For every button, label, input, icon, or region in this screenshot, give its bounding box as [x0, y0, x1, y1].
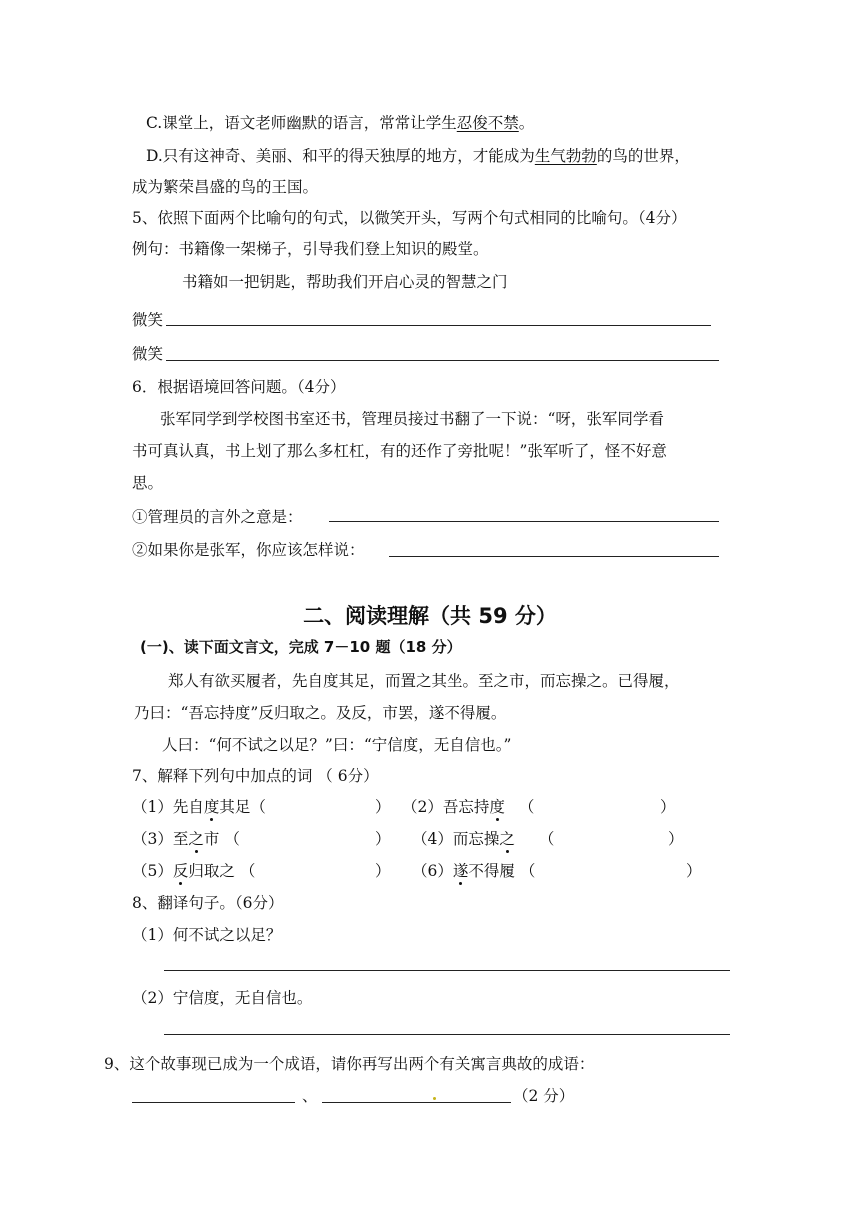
classical-text-line-2: 乃曰：“吾忘持度”反归取之。及反，市罢，遂不得履。	[134, 704, 507, 722]
item-text: 至	[172, 830, 189, 848]
underlined-idiom: 忍俊不禁	[456, 114, 519, 132]
item-text: 归取之 （	[188, 862, 256, 880]
option-c-text: C.课堂上，语文老师幽默的语言，常常让学生	[146, 114, 457, 132]
question-8-title: 8、翻译句子。（6分）	[132, 894, 284, 912]
item-number: （3）	[132, 830, 173, 848]
item-number: （1）	[132, 798, 173, 816]
q6-sub-2: ②如果你是张军，你应该怎样说：	[132, 541, 365, 559]
q7-close-5: ）	[375, 862, 391, 880]
question-6-title: 6．根据语境回答问题。（4分）	[132, 378, 346, 396]
answer-line-2[interactable]	[166, 360, 719, 361]
part-1-title: (一)、读下面文言文，完成 7－10 题（18 分）	[140, 638, 462, 656]
option-d-tail: 的鸟的世界，	[596, 147, 690, 165]
answer-line-q6-2[interactable]	[389, 556, 719, 557]
question-5-title: 5、依照下面两个比喻句的句式，以微笑开头，写两个句式相同的比喻句。（4分）	[132, 209, 687, 227]
item-number: （6）	[412, 862, 453, 880]
dotted-word: 度	[489, 798, 505, 816]
item-text: 先自	[172, 798, 204, 816]
q7-close-3: ）	[375, 830, 391, 848]
q6-para-line-3: 思。	[132, 474, 164, 492]
example-sentence-1: 例句：书籍像一架梯子，引导我们登上知识的殿堂。	[132, 240, 489, 258]
classical-text-line-3: 人曰：“何不试之以足？”曰：“宁信度，无自信也。”	[162, 736, 512, 754]
example-sentence-2: 书籍如一把钥匙，帮助我们开启心灵的智慧之门	[182, 273, 508, 291]
item-text: 而忘操	[452, 830, 500, 848]
dotted-word: 遂	[452, 862, 469, 880]
answer-label-2: 微笑	[132, 345, 164, 363]
item-text: 市 （	[203, 830, 240, 848]
answer-line-q6-1[interactable]	[329, 521, 719, 522]
q7-close-1: ）	[375, 798, 391, 816]
q7-item-2	[402, 797, 534, 817]
item-number: （4）	[412, 830, 453, 848]
q9-score: （2 分）	[513, 1087, 575, 1105]
dotted-word: 度	[203, 798, 220, 816]
q8-sentence-2: （2）宁信度，无自信也。	[132, 989, 313, 1007]
q6-sub-1: ①管理员的言外之意是：	[132, 508, 303, 526]
separator: 、	[302, 1087, 318, 1105]
underlined-idiom: 生气勃勃	[534, 147, 597, 165]
item-text: 不得履 （	[468, 862, 536, 880]
q8-sentence-1: （1）何不试之以足？	[132, 926, 282, 944]
q6-para-line-2: 书可真认真，书上划了那么多杠杠，有的还作了旁批呢！”张军听了，怪不好意	[132, 442, 667, 460]
classical-text-line-1: 郑人有欲买履者，先自度其足，而置之其坐。至之市，而忘操之。已得履，	[168, 672, 680, 690]
option-d	[146, 146, 690, 166]
q7-item-6	[412, 861, 535, 881]
q7-close-6: ）	[686, 862, 702, 880]
dotted-word: 之	[188, 830, 204, 848]
option-d-text: D.只有这神奇、美丽、和平的得天独厚的地方，才能成为	[146, 147, 535, 165]
period: 。	[518, 114, 535, 132]
idiom-answer-line-2[interactable]	[322, 1102, 511, 1103]
item-text: 其足（	[219, 798, 266, 816]
q7-close-2: ）	[660, 798, 676, 816]
item-number: （2）	[402, 798, 443, 816]
item-number: （5）	[132, 862, 173, 880]
q7-item-4	[412, 829, 554, 849]
question-7-title: 7、解释下列句中加点的词 （ 6分）	[132, 767, 379, 785]
option-c	[146, 113, 534, 133]
dotted-word: 之	[499, 830, 515, 848]
option-d-line2: 成为繁荣昌盛的鸟的王国。	[132, 178, 319, 196]
q7-close-4: ）	[668, 830, 684, 848]
answer-line-1[interactable]	[166, 325, 711, 326]
section-heading: 二、阅读理解（共 59 分）	[303, 604, 557, 628]
translation-line-2[interactable]	[164, 1034, 730, 1035]
idiom-answer-line-1[interactable]	[132, 1102, 295, 1103]
item-text: （	[538, 830, 555, 848]
translation-line-1[interactable]	[164, 970, 730, 971]
q7-item-1	[132, 797, 266, 817]
item-text: 吾忘持	[442, 798, 490, 816]
q7-item-5	[132, 861, 255, 881]
stray-mark	[433, 1097, 436, 1100]
q6-para-line-1: 张军同学到学校图书室还书，管理员接过书翻了一下说：“呀，张军同学看	[160, 410, 664, 428]
dotted-word: 反	[172, 862, 189, 880]
q7-item-3	[132, 829, 240, 849]
item-text: （	[518, 798, 535, 816]
answer-label-1: 微笑	[132, 311, 164, 329]
question-9-title: 9、这个故事现已成为一个成语，请你再写出两个有关寓言典故的成语：	[104, 1055, 595, 1073]
